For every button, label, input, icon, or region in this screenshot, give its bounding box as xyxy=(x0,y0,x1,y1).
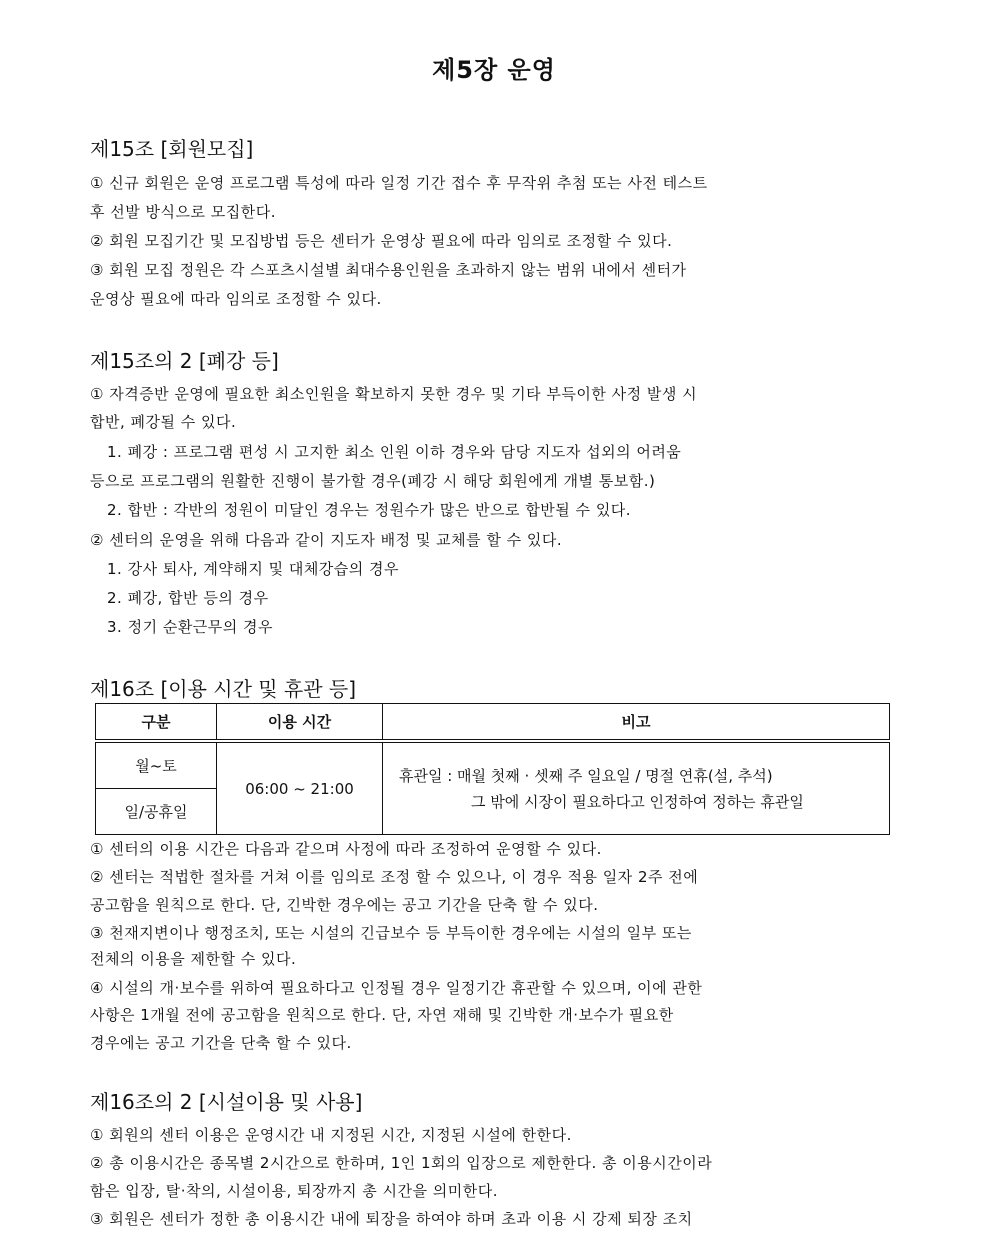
operating-hours-value: 06:00 ~ 21:00 xyxy=(217,743,383,835)
table-row xyxy=(96,743,890,789)
closure-remark-line-1: 휴관일 : 매월 첫째 · 셋째 주 일요일 / 명절 연휴(설, 추석) xyxy=(399,766,773,785)
article-16-2-line: ② 총 이용시간은 종목별 2시간으로 한하며, 1인 1회의 입장으로 제한한다. 총 이용시간이라 xyxy=(90,1154,713,1172)
article-15-line: 운영상 필요에 따라 임의로 조정할 수 있다. xyxy=(90,290,382,308)
chapter-title: 제5장 운영 xyxy=(432,56,556,84)
article-15-2-line: 2. 합반 : 각반의 정원이 미달인 경우는 정원수가 많은 반으로 합반될 수 있다. xyxy=(107,501,632,519)
article-16-heading: 제16조 [이용 시간 및 휴관 등] xyxy=(90,677,357,701)
row-label-sunday-holiday: 일/공휴일 xyxy=(96,789,217,835)
article-15-line: ① 신규 회원은 운영 프로그램 특성에 따라 일정 기간 접수 후 무작위 추첨 또는 사전 테스트 xyxy=(90,174,708,192)
article-16-2-heading: 제16조의 2 [시설이용 및 사용] xyxy=(90,1090,363,1114)
article-16-2-line: 함은 입장, 탈·착의, 시설이용, 퇴장까지 총 시간을 의미한다. xyxy=(90,1182,498,1200)
article-15-heading: 제15조 [회원모집] xyxy=(90,137,254,161)
article-15-2-line: 1. 강사 퇴사, 계약해지 및 대체강습의 경우 xyxy=(107,560,400,578)
article-15-2-line: 합반, 폐강될 수 있다. xyxy=(90,413,237,431)
article-15-2-line: 2. 폐강, 합반 등의 경우 xyxy=(107,589,269,607)
closure-remark-line-2: 그 밖에 시장이 필요하다고 인정하여 정하는 휴관일 xyxy=(471,792,804,811)
article-15-line: 후 선발 방식으로 모집한다. xyxy=(90,203,276,221)
article-15-line: ③ 회원 모집 정원은 각 스포츠시설별 최대수용인원을 초과하지 않는 범위 내에서 센터가 xyxy=(90,261,687,279)
table-header-hours: 이용 시간 xyxy=(217,704,383,740)
article-15-line: ② 회원 모집기간 및 모집방법 등은 센터가 운영상 필요에 따라 임의로 조정할 수 있다. xyxy=(90,232,673,250)
article-16-line: 전체의 이용을 제한할 수 있다. xyxy=(90,950,297,968)
article-15-2-line: 1. 폐강 : 프로그램 편성 시 고지한 최소 인원 이하 경우와 담당 지도자 섭외의 어려움 xyxy=(107,443,682,461)
table-header-category: 구분 xyxy=(96,704,217,740)
article-16-line: 경우에는 공고 기간을 단축 할 수 있다. xyxy=(90,1034,352,1052)
table-header-row xyxy=(96,704,890,740)
article-15-2-line: ② 센터의 운영을 위해 다음과 같이 지도자 배정 및 교체를 할 수 있다. xyxy=(90,531,563,549)
article-16-2-line: ① 회원의 센터 이용은 운영시간 내 지정된 시간, 지정된 시설에 한한다. xyxy=(90,1126,572,1144)
article-15-2-heading: 제15조의 2 [폐강 등] xyxy=(90,349,279,373)
article-16-line: 공고함을 원칙으로 한다. 단, 긴박한 경우에는 공고 기간을 단축 할 수 있다. xyxy=(90,896,599,914)
article-16-2-line: ③ 회원은 센터가 정한 총 이용시간 내에 퇴장을 하여야 하며 초과 이용 시 강제 퇴장 조치 xyxy=(90,1210,693,1228)
article-16-line: ④ 시설의 개·보수를 위하여 필요하다고 인정될 경우 일정기간 휴관할 수 있으며, 이에 관한 xyxy=(90,979,703,997)
article-16-line: 사항은 1개월 전에 공고함을 원칙으로 한다. 단, 자연 재해 및 긴박한 개·보수가 필요한 xyxy=(90,1006,674,1024)
article-15-2-line: ① 자격증반 운영에 필요한 최소인원을 확보하지 못한 경우 및 기타 부득이한 사정 발생 시 xyxy=(90,385,698,403)
article-16-line: ① 센터의 이용 시간은 다음과 같으며 사정에 따라 조정하여 운영할 수 있다. xyxy=(90,840,602,858)
operating-hours-table xyxy=(95,703,890,835)
closure-remark xyxy=(383,743,890,835)
article-16-line: ③ 천재지변이나 행정조치, 또는 시설의 긴급보수 등 부득이한 경우에는 시설의 일부 또는 xyxy=(90,924,692,942)
row-label-weekdays: 월~토 xyxy=(96,743,217,789)
article-15-2-line: 등으로 프로그램의 원활한 진행이 불가할 경우(폐강 시 해당 회원에게 개별 통보함.) xyxy=(90,472,656,490)
article-15-2-line: 3. 정기 순환근무의 경우 xyxy=(107,618,274,636)
article-16-line: ② 센터는 적법한 절차를 거쳐 이를 임의로 조정 할 수 있으나, 이 경우 적용 일자 2주 전에 xyxy=(90,868,699,886)
table-header-remark: 비고 xyxy=(383,704,890,740)
